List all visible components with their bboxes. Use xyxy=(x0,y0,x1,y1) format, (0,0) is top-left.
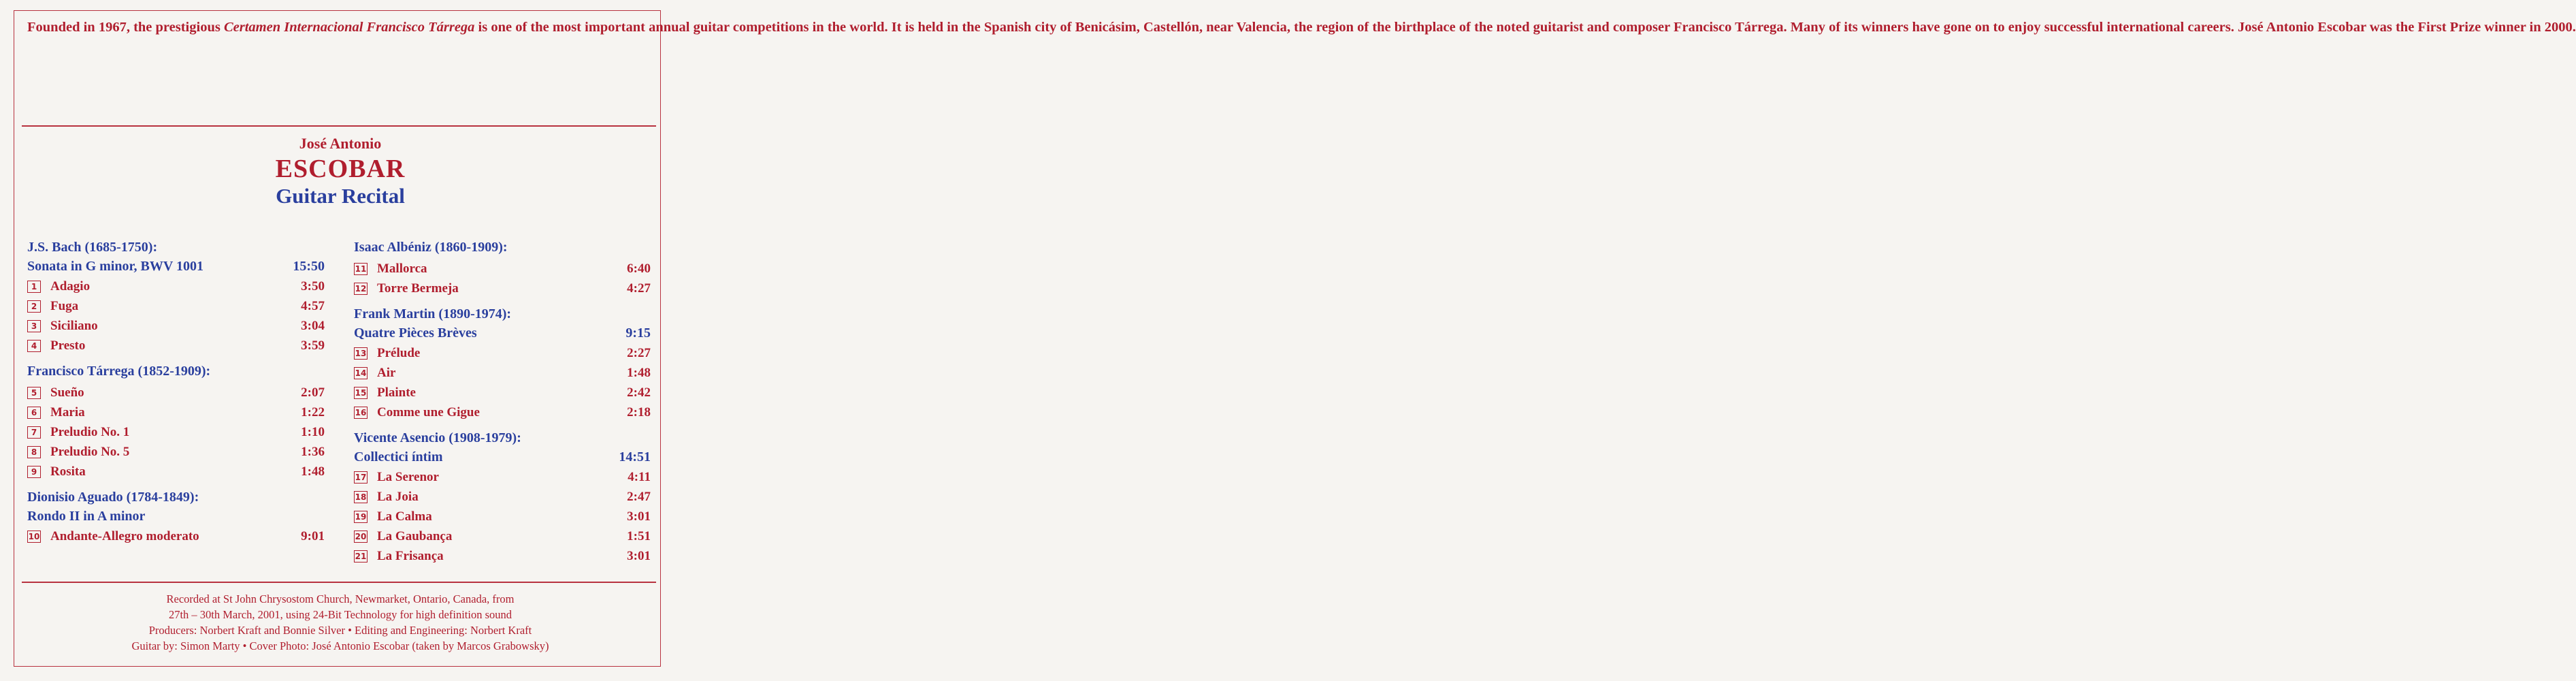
work-title: Sonata in G minor, BWV 1001 xyxy=(27,259,203,274)
credits-line-1: Recorded at St John Chrysostom Church, Newmarket, Ontario, Canada, from xyxy=(166,592,515,605)
track-number: 19 xyxy=(355,511,367,522)
track-number: 2 xyxy=(27,300,41,313)
work-title: Rondo II in A minor xyxy=(27,509,146,524)
track-duration: 3:04 xyxy=(301,319,325,333)
track-row xyxy=(354,259,651,279)
track-number: 8 xyxy=(27,446,41,458)
work-duration: 14:51 xyxy=(619,449,651,464)
track-duration: 4:57 xyxy=(301,299,325,313)
composer-group xyxy=(354,305,651,422)
work-row xyxy=(354,447,651,467)
track-title: Presto xyxy=(50,338,86,353)
track-number: 14 xyxy=(355,368,367,378)
credits xyxy=(0,591,681,654)
track-title: Torre Bermeja xyxy=(377,281,459,296)
track-duration: 1:48 xyxy=(301,464,325,479)
track-duration: 3:59 xyxy=(301,338,325,353)
track-title: Fuga xyxy=(50,299,79,313)
track-duration: 2:42 xyxy=(627,385,651,400)
track-title: Sueño xyxy=(50,385,84,400)
track-number: 21 xyxy=(355,551,367,561)
track-number: 5 xyxy=(27,387,41,399)
track-title: Air xyxy=(377,366,396,380)
track-row xyxy=(354,507,651,526)
track-number: 13 xyxy=(355,348,367,358)
work-row xyxy=(354,323,651,343)
track-title: Rosita xyxy=(50,464,86,479)
top-divider xyxy=(22,125,656,127)
track-row xyxy=(27,336,325,355)
track-row xyxy=(27,402,325,422)
work-duration: 9:15 xyxy=(625,326,651,340)
track-duration: 1:22 xyxy=(301,405,325,419)
program-left-column xyxy=(27,238,325,546)
track-number: 18 xyxy=(355,492,367,502)
track-number: 20 xyxy=(355,531,367,541)
track-row xyxy=(354,343,651,363)
work-title: Collectici íntim xyxy=(354,449,443,464)
track-title: Preludio No. 1 xyxy=(50,425,130,439)
track-row xyxy=(27,276,325,296)
track-row xyxy=(354,279,651,298)
track-title: Adagio xyxy=(50,279,91,294)
composer-group xyxy=(354,238,651,298)
track-row xyxy=(354,467,651,487)
work-row xyxy=(27,256,325,276)
track-title: Plainte xyxy=(377,385,416,400)
track-title: Comme une Gigue xyxy=(377,405,480,419)
composer-heading: Dionisio Aguado (1784-1849): xyxy=(27,490,199,505)
track-duration: 1:51 xyxy=(627,529,651,543)
composer-group xyxy=(354,429,651,566)
track-number: 15 xyxy=(355,387,367,398)
track-number: 7 xyxy=(27,426,41,439)
track-duration: 4:27 xyxy=(627,281,651,296)
track-number: 16 xyxy=(355,407,367,417)
track-duration: 3:01 xyxy=(627,509,651,524)
track-title: La Gaubança xyxy=(377,529,453,543)
intro-text-2: is one of the most important annual guitar competitions in the world. It is held in the Spanish city of Benicásim, Castellón, near Valencia, the region of the birthplace of the noted guitarist and composer Francisco Tárrega. Many of its winners have gone on to enjoy successful international careers. José Antonio Escobar was the First Prize winner in 2000. xyxy=(474,20,2576,35)
track-duration: 6:40 xyxy=(627,262,651,276)
composer-group xyxy=(27,362,325,481)
track-number: 10 xyxy=(28,531,40,541)
performer-first-name: José Antonio xyxy=(299,135,382,152)
track-duration: 9:01 xyxy=(301,529,325,543)
track-row xyxy=(27,316,325,336)
track-duration: 1:48 xyxy=(627,366,651,380)
track-number: 12 xyxy=(355,283,367,294)
album-title: Guitar Recital xyxy=(276,184,405,208)
track-title: Andante-Allegro moderato xyxy=(50,529,199,543)
intro-paragraph xyxy=(27,18,2576,38)
track-duration: 1:36 xyxy=(301,445,325,459)
track-row xyxy=(354,402,651,422)
track-title: La Serenor xyxy=(377,470,439,484)
track-row xyxy=(354,487,651,507)
track-row xyxy=(354,363,651,383)
intro-text-1: Founded in 1967, the prestigious xyxy=(27,20,224,35)
track-row xyxy=(354,546,651,566)
track-title: Maria xyxy=(50,405,85,419)
track-number: 1 xyxy=(27,281,41,293)
track-duration: 2:47 xyxy=(627,490,651,504)
track-number: 4 xyxy=(27,340,41,352)
track-duration: 2:07 xyxy=(301,385,325,400)
track-title: Siciliano xyxy=(50,319,98,333)
track-duration: 1:10 xyxy=(301,425,325,439)
track-row xyxy=(27,296,325,316)
credits-line-4: Guitar by: Simon Marty • Cover Photo: José Antonio Escobar (taken by Marcos Grabowsky) xyxy=(131,639,549,652)
track-number: 6 xyxy=(27,407,41,419)
track-row xyxy=(354,526,651,546)
track-number: 3 xyxy=(27,320,41,332)
composer-heading: Vicente Asencio (1908-1979): xyxy=(354,430,521,445)
track-title: Preludio No. 5 xyxy=(50,445,130,459)
track-duration: 3:50 xyxy=(301,279,325,294)
work-title: Quatre Pièces Brèves xyxy=(354,326,477,340)
work-row xyxy=(27,506,325,526)
track-title: La Frisança xyxy=(377,549,444,563)
track-number: 11 xyxy=(355,264,367,274)
composer-heading: J.S. Bach (1685-1750): xyxy=(27,240,158,255)
composer-heading: Francisco Tárrega (1852-1909): xyxy=(27,364,211,379)
track-duration: 3:01 xyxy=(627,549,651,563)
work-duration: 15:50 xyxy=(293,259,325,274)
track-number: 9 xyxy=(27,466,41,478)
competition-name: Certamen Internacional Francisco Tárrega xyxy=(223,20,475,35)
composer-group xyxy=(27,488,325,546)
composer-heading: Frank Martin (1890-1974): xyxy=(354,306,512,321)
bottom-divider xyxy=(22,582,656,583)
credits-line-2: 27th – 30th March, 2001, using 24-Bit Technology for high definition sound xyxy=(168,608,512,621)
track-row xyxy=(27,383,325,402)
track-row xyxy=(27,462,325,481)
track-title: Prélude xyxy=(377,346,421,360)
track-row xyxy=(27,442,325,462)
track-duration: 4:11 xyxy=(627,470,651,484)
composer-heading: Isaac Albéniz (1860-1909): xyxy=(354,240,508,255)
credits-line-3: Producers: Norbert Kraft and Bonnie Silver • Editing and Engineering: Norbert Kraft xyxy=(148,624,532,637)
program-right-column xyxy=(354,238,651,566)
track-title: La Calma xyxy=(377,509,432,524)
track-row xyxy=(27,526,325,546)
track-number: 17 xyxy=(355,472,367,482)
track-title: Mallorca xyxy=(377,262,427,276)
track-title: La Joia xyxy=(377,490,419,504)
track-duration: 2:27 xyxy=(627,346,651,360)
track-duration: 2:18 xyxy=(627,405,651,419)
track-row xyxy=(27,422,325,442)
composer-group xyxy=(27,238,325,355)
track-row xyxy=(354,383,651,402)
performer-last-name: ESCOBAR xyxy=(275,155,406,183)
